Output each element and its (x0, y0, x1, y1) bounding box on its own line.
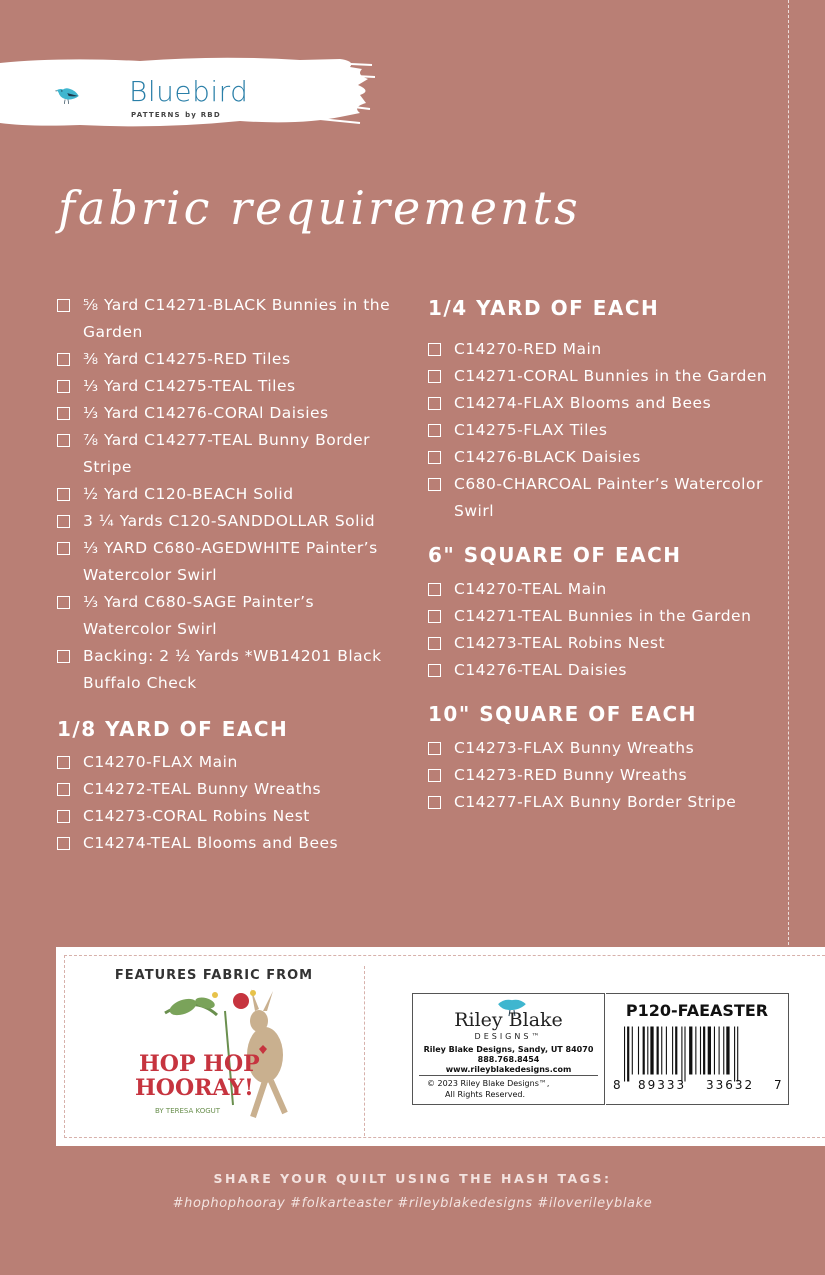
checkbox-icon[interactable] (57, 434, 70, 447)
barcode-bar (695, 1027, 696, 1075)
riley-blake-divider (419, 1075, 598, 1076)
riley-blake-designs: DESIGNS™ (474, 1032, 543, 1041)
barcode-image (624, 1024, 779, 1084)
list-item-label: C14270-TEAL Main (454, 580, 607, 598)
checkbox-icon[interactable] (428, 796, 441, 809)
checkbox-icon[interactable] (428, 769, 441, 782)
product-code: P120-FAEASTER (625, 1001, 769, 1020)
list-item (428, 789, 788, 816)
checkbox-icon[interactable] (428, 637, 441, 650)
list-item (428, 444, 788, 471)
list-item-label: C14277-FLAX Bunny Border Stripe (454, 793, 737, 811)
barcode-bar (638, 1027, 639, 1075)
checkbox-icon[interactable] (428, 610, 441, 623)
list-item-label: C14270-RED Main (454, 340, 602, 358)
riley-blake-info (412, 993, 605, 1105)
barcode-bar (714, 1027, 715, 1075)
barcode-bar (700, 1027, 701, 1075)
hooray-title-line1: HOP HOP (139, 1051, 260, 1077)
list-item-label: C14273-RED Bunny Wreaths (454, 766, 688, 784)
list-item-label: C14271-TEAL Bunnies in the Garden (454, 607, 752, 625)
hashtags: #hophophooray #folkarteaster #rileyblakedesigns #iloverileyblake (172, 1196, 653, 1211)
list-item (57, 481, 407, 508)
checkbox-icon[interactable] (428, 424, 441, 437)
checkbox-icon[interactable] (428, 370, 441, 383)
six-inch-list (428, 576, 788, 684)
checkbox-icon[interactable] (428, 664, 441, 677)
list-item (57, 776, 407, 803)
riley-blake-name: Riley Blake (454, 1009, 563, 1031)
list-item (428, 735, 788, 762)
list-item-label: ⅜ Yard C14275-RED Tiles (83, 350, 291, 368)
checkbox-icon[interactable] (428, 583, 441, 596)
list-item-label: ⅓ Yard C14275-TEAL Tiles (83, 377, 296, 395)
list-item (428, 471, 788, 525)
barcode-bar (647, 1027, 648, 1075)
barcode-bar (689, 1027, 692, 1075)
ten-inch-list (428, 735, 788, 816)
barcode-bar (703, 1027, 705, 1075)
eighth-yard-list (57, 749, 407, 857)
list-item-label: C14273-CORAL Robins Nest (83, 807, 310, 825)
section-quarter-yard-title: 1/4 YARD OF EACH (428, 296, 660, 320)
hop-hop-hooray-logo (125, 985, 325, 1125)
checkbox-icon[interactable] (428, 742, 441, 755)
brand-name: Bluebird (129, 75, 249, 108)
barcode-bar (632, 1027, 633, 1075)
list-item-label: 3 ¼ Yards C120-SANDDOLLAR Solid (83, 512, 376, 530)
barcode-bar (666, 1027, 667, 1075)
list-item-label: C14276-TEAL Daisies (454, 661, 627, 679)
checkbox-icon[interactable] (57, 650, 70, 663)
footer-divider (364, 966, 365, 1136)
section-eighth-yard-title: 1/8 YARD OF EACH (57, 717, 289, 741)
checkbox-icon[interactable] (428, 478, 441, 491)
barcode-bar (661, 1027, 662, 1075)
list-item (57, 803, 407, 830)
list-item (57, 830, 407, 857)
list-item (57, 400, 407, 427)
barcode-panel: P120-FAEASTER 8 89333 33632 7 (606, 993, 789, 1105)
checkbox-icon[interactable] (57, 596, 70, 609)
hooray-title-line2: HOORAY! (135, 1075, 254, 1101)
riley-blake-address: Riley Blake Designs, Sandy, UT 84070 888.768.8454 www.rileyblakedesigns.com (423, 1045, 594, 1074)
list-item-label: C14271-CORAL Bunnies in the Garden (454, 367, 768, 385)
list-item (57, 749, 407, 776)
list-item (428, 603, 788, 630)
share-heading: SHARE YOUR QUILT USING THE HASH TAGS: (213, 1171, 612, 1186)
barcode-bar (643, 1027, 645, 1075)
checkbox-icon[interactable] (57, 783, 70, 796)
barcode-bar (737, 1027, 738, 1082)
list-item-label: ⅓ Yard C14276-CORAl Daisies (83, 404, 329, 422)
copyright-text: © 2023 Riley Blake Designs™, All Rights Reserved. (427, 1079, 550, 1099)
checkbox-icon[interactable] (428, 343, 441, 356)
list-item (428, 657, 788, 684)
list-item-label: C14275-FLAX Tiles (454, 421, 608, 439)
checkbox-icon[interactable] (428, 451, 441, 464)
main-fabric-list (57, 292, 407, 697)
features-fabric-label: FEATURES FABRIC FROM (114, 968, 314, 983)
list-item-label: ⅓ YARD C680-AGEDWHITE Painter’s Watercolor Swirl (83, 539, 378, 584)
section-ten-inch-title: 10" SQUARE OF EACH (428, 702, 697, 726)
section-six-inch-title: 6" SQUARE OF EACH (428, 543, 682, 567)
list-item-label: C14272-TEAL Bunny Wreaths (83, 780, 322, 798)
quarter-yard-list (428, 336, 788, 525)
barcode-bar (672, 1027, 673, 1075)
left-column (57, 292, 407, 857)
list-item (57, 292, 407, 346)
checkbox-icon[interactable] (57, 407, 70, 420)
bluebird-icon (55, 66, 127, 126)
list-item (428, 576, 788, 603)
checkbox-icon[interactable] (428, 397, 441, 410)
barcode-bar (650, 1027, 653, 1075)
list-item (57, 508, 407, 535)
barcode-bar (681, 1027, 682, 1082)
list-item (428, 390, 788, 417)
list-item (57, 535, 407, 589)
list-item-label: ½ Yard C120-BEACH Solid (83, 485, 294, 503)
checkbox-icon[interactable] (57, 542, 70, 555)
checkbox-icon[interactable] (57, 837, 70, 850)
checkbox-icon[interactable] (57, 515, 70, 528)
barcode-bar (719, 1027, 720, 1075)
list-item-label: C14273-TEAL Robins Nest (454, 634, 666, 652)
checkbox-icon[interactable] (57, 756, 70, 769)
list-item-label: C14276-BLACK Daisies (454, 448, 641, 466)
list-item (428, 762, 788, 789)
barcode-bar (726, 1027, 729, 1075)
list-item-label: C14274-TEAL Blooms and Bees (83, 834, 339, 852)
list-item (428, 363, 788, 390)
list-item-label: C14273-FLAX Bunny Wreaths (454, 739, 695, 757)
list-item (57, 589, 407, 643)
list-item (57, 373, 407, 400)
checkbox-icon[interactable] (57, 810, 70, 823)
list-item (57, 643, 407, 697)
list-item (57, 427, 407, 481)
stitch-line-right (788, 0, 789, 950)
list-item-label: ⅞ Yard C14277-TEAL Bunny Border Stripe (83, 431, 371, 476)
list-item (428, 336, 788, 363)
list-item (428, 417, 788, 444)
page-title: fabric requirements (58, 181, 581, 235)
brand-subtitle: PATTERNS by RBD (131, 111, 221, 119)
list-item-label: ⅝ Yard C14271-BLACK Bunnies in the Garden (83, 296, 391, 341)
list-item (428, 630, 788, 657)
list-item-label: Backing: 2 ½ Yards *WB14201 Black Buffalo Check (83, 647, 382, 692)
barcode-bar (734, 1027, 735, 1082)
list-item-label: C680-CHARCOAL Painter’s Watercolor Swirl (454, 475, 763, 520)
barcode-bar (723, 1027, 724, 1075)
list-item-label: C14274-FLAX Blooms and Bees (454, 394, 712, 412)
checkbox-icon[interactable] (57, 299, 70, 312)
barcode-bar (657, 1027, 659, 1075)
barcode-bar (684, 1027, 685, 1082)
barcode-bar (624, 1027, 625, 1082)
list-item-label: C14270-FLAX Main (83, 753, 238, 771)
right-column (428, 292, 788, 816)
hooray-designer: BY TERESA KOGUT (155, 1107, 221, 1115)
list-item (57, 346, 407, 373)
barcode-bar (675, 1027, 677, 1075)
checkbox-icon[interactable] (57, 380, 70, 393)
list-item-label: ⅓ Yard C680-SAGE Painter’s Watercolor Swirl (83, 593, 315, 638)
barcode-bar (708, 1027, 711, 1075)
checkbox-icon[interactable] (57, 488, 70, 501)
checkbox-icon[interactable] (57, 353, 70, 366)
barcode-bar (627, 1027, 629, 1082)
